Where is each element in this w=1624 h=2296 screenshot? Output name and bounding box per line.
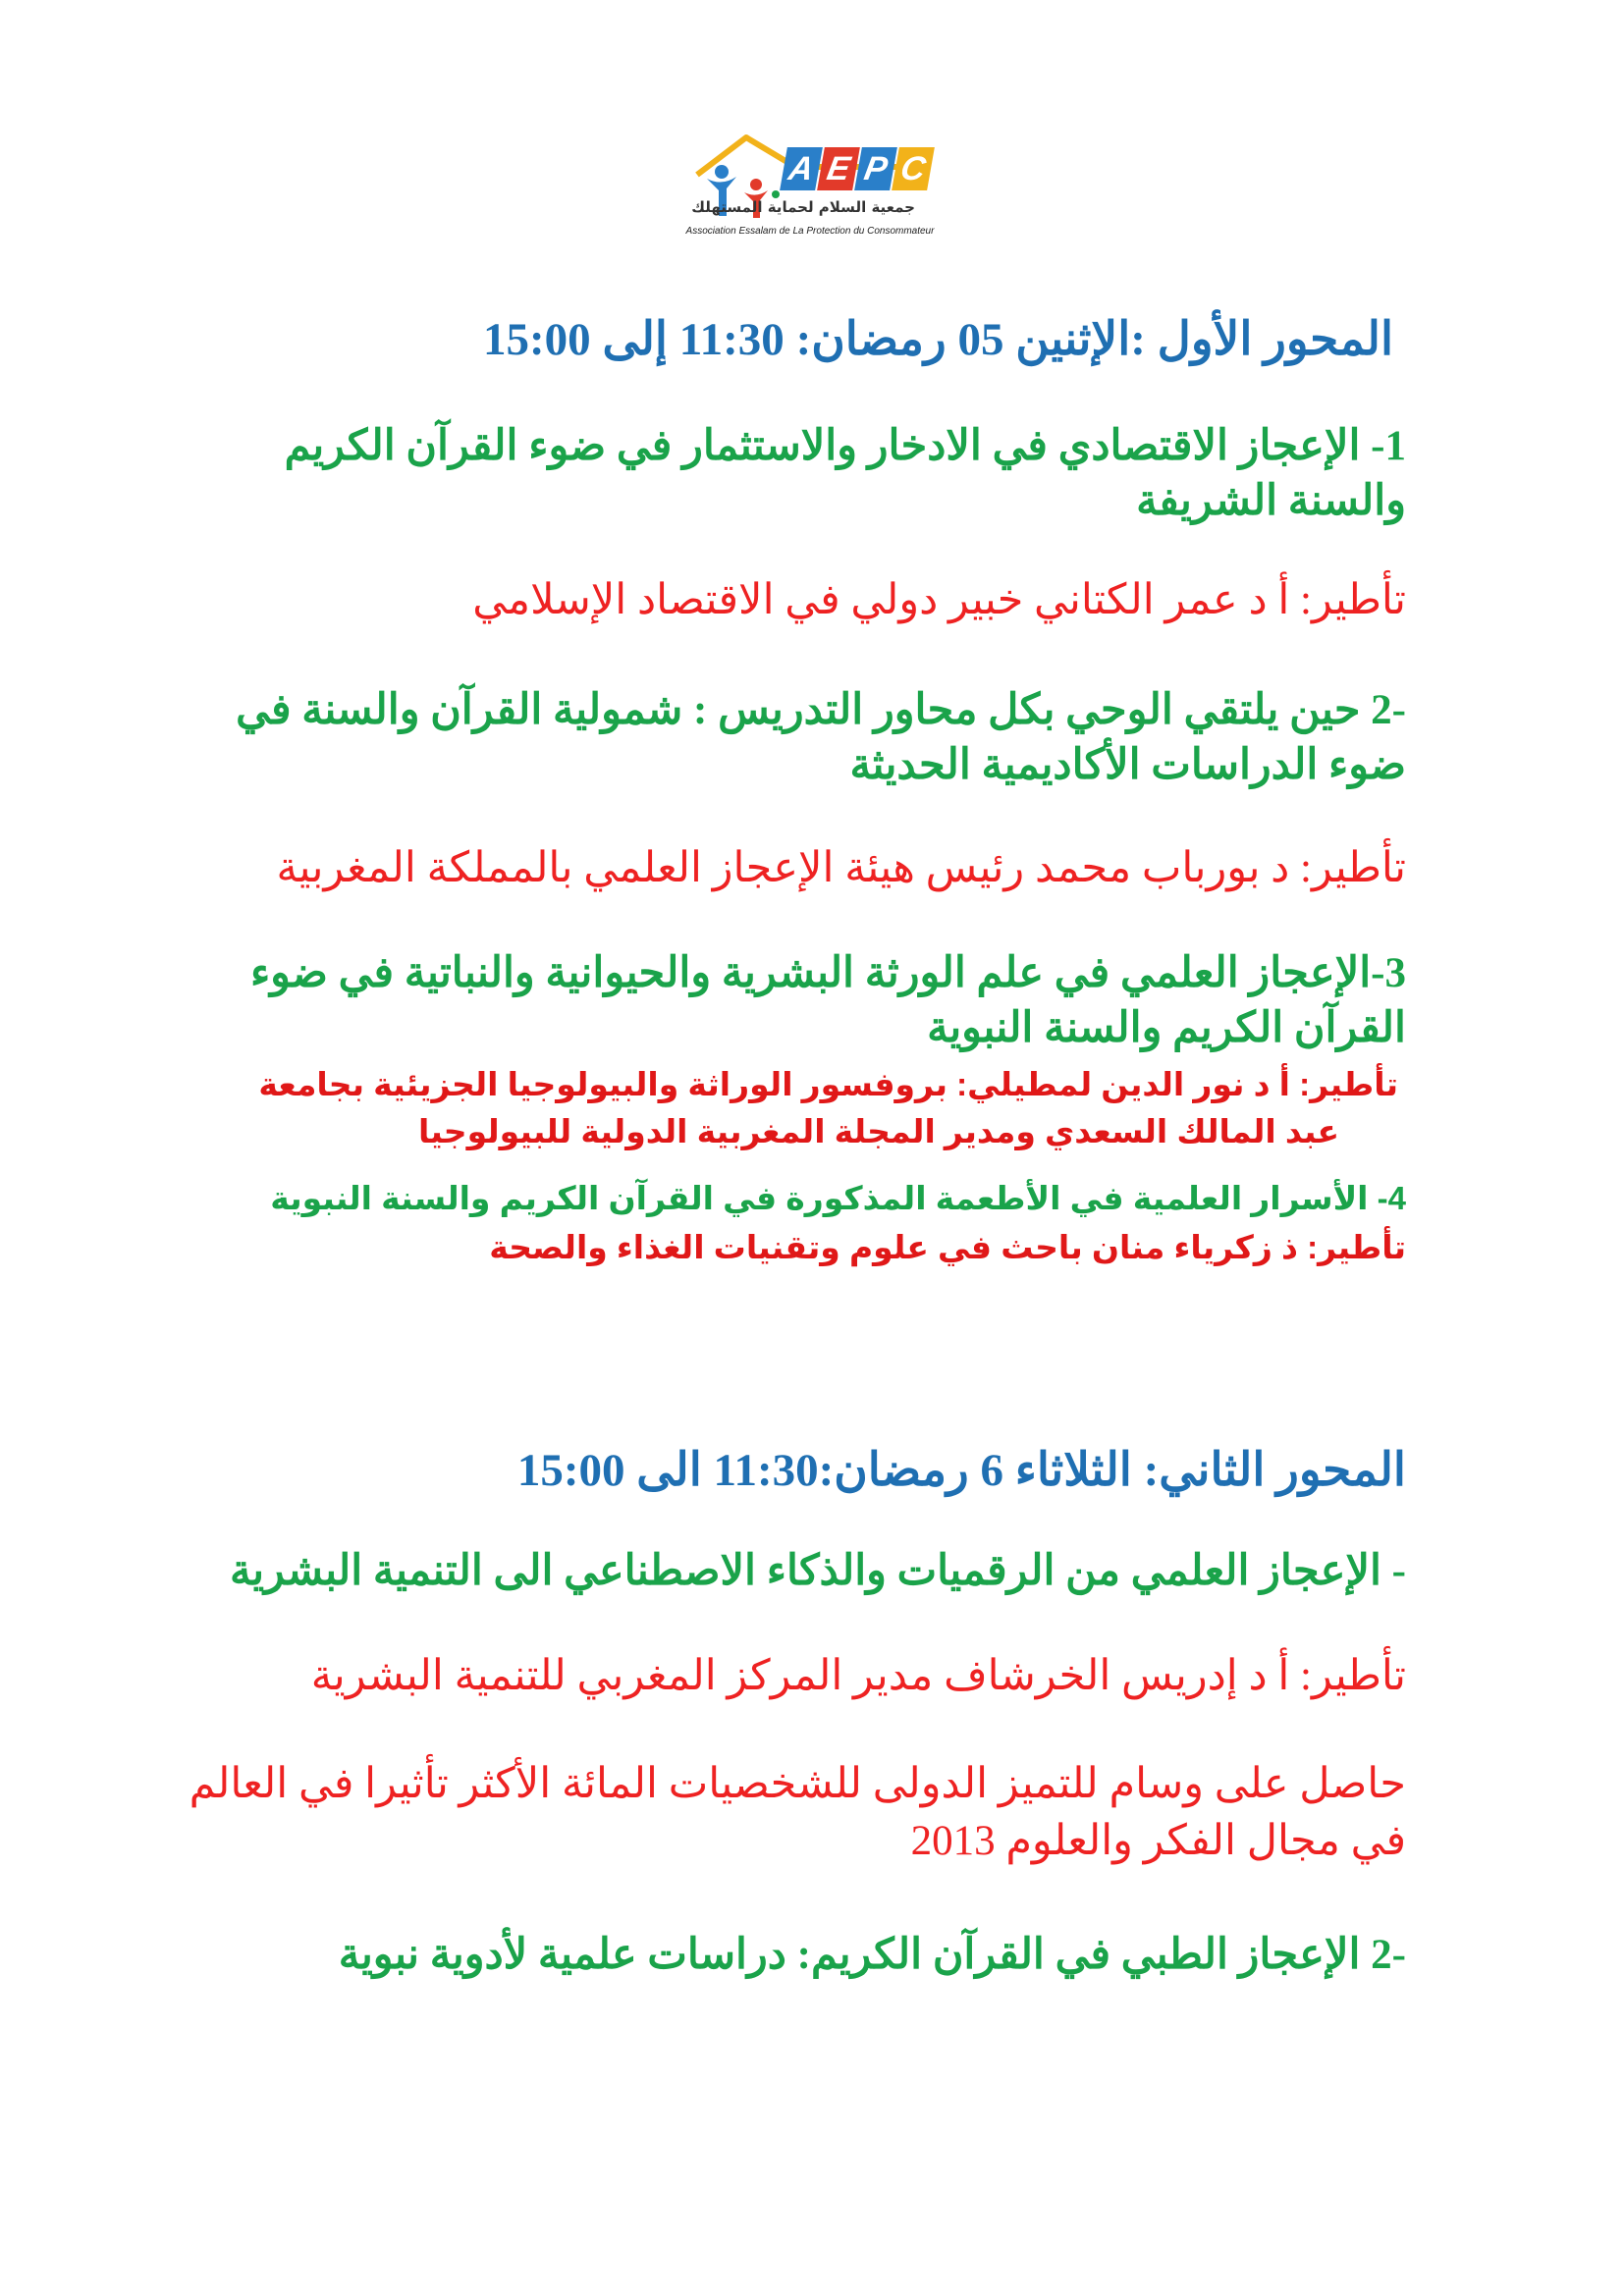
axis2-item2-title: -2 الإعجاز الطبي في القرآن الكريم: دراسات علمية لأدوية نبوية	[338, 1932, 1406, 1978]
logo-letters	[784, 147, 931, 190]
axis2-item1-supervisor: تأطير: أ د إدريس الخرشاف مدير المركز المغربي للتنمية البشرية	[310, 1653, 1406, 1699]
logo-arabic-name: جمعية السلام لحماية المستهلك	[691, 198, 915, 216]
aepc-logo	[677, 128, 943, 265]
axis1-heading: المحور الأول :الإثنين 05 رمضان: 11:30 إلى 15:00	[483, 314, 1393, 365]
logo-letter-c: C	[892, 147, 935, 190]
logo-letter-p: P	[854, 147, 897, 190]
axis2-item1-note-line2: في مجال الفكر والعلوم 2013	[910, 1818, 1406, 1864]
axis2-heading: المحور الثاني: الثلاثاء 6 رمضان:11:30 الى 15:00	[516, 1445, 1406, 1496]
axis1-item1-title-line2: والسنة الشريفة	[1136, 478, 1406, 524]
axis1-item2-title-line1: -2 حين يلتقي الوحي بكل محاور التدريس : شمولية القرآن والسنة في	[236, 687, 1406, 733]
axis1-item1-title-line1: 1- الإعجاز الاقتصادي في الادخار والاستثمار في ضوء القرآن الكريم	[284, 423, 1406, 469]
axis1-item2-title-line2: ضوء الدراسات الأكاديمية الحديثة	[849, 742, 1406, 788]
axis2-item1-note-line1: حاصل على وسام للتميز الدولى للشخصيات المائة الأكثر تأثيرا في العالم	[189, 1761, 1406, 1807]
axis1-item1-supervisor: تأطير: أ د عمر الكتاني خبير دولي في الاقتصاد الإسلامي	[472, 577, 1406, 623]
axis1-item3-title-line2: القرآن الكريم والسنة النبوية	[927, 1005, 1406, 1051]
axis1-item2-supervisor: تأطير: د بورباب محمد رئيس هيئة الإعجاز العلمي بالمملكة المغربية	[276, 845, 1406, 891]
axis1-item3-title-line1: 3-الإعجاز العلمي في علم الورثة البشرية والحيوانية والنباتية في ضوء	[249, 950, 1406, 996]
axis1-item3-supervisor-line2: عبد المالك السعدي ومدير المجلة المغربية الدولية للبيولوجيا	[417, 1113, 1339, 1149]
logo-letter-a: A	[780, 147, 823, 190]
axis1-item3-supervisor-line1: تأطير: أ د نور الدين لمطيلي: بروفسور الوراثة والبيولوجيا الجزيئية بجامعة	[258, 1066, 1398, 1102]
axis2-item1-title: - الإعجاز العلمي من الرقميات والذكاء الاصطناعي الى التنمية البشرية	[230, 1548, 1406, 1594]
logo-french-name: Association Essalam de La Protection du Consommateur	[685, 226, 935, 237]
axis1-item4-supervisor: تأطير: ذ زكرياء منان باحث في علوم وتقنيات الغذاء والصحة	[489, 1229, 1406, 1265]
axis1-item4-title: 4- الأسرار العلمية في الأطعمة المذكورة في القرآن الكريم والسنة النبوية	[270, 1180, 1406, 1216]
logo-letter-e: E	[817, 147, 860, 190]
